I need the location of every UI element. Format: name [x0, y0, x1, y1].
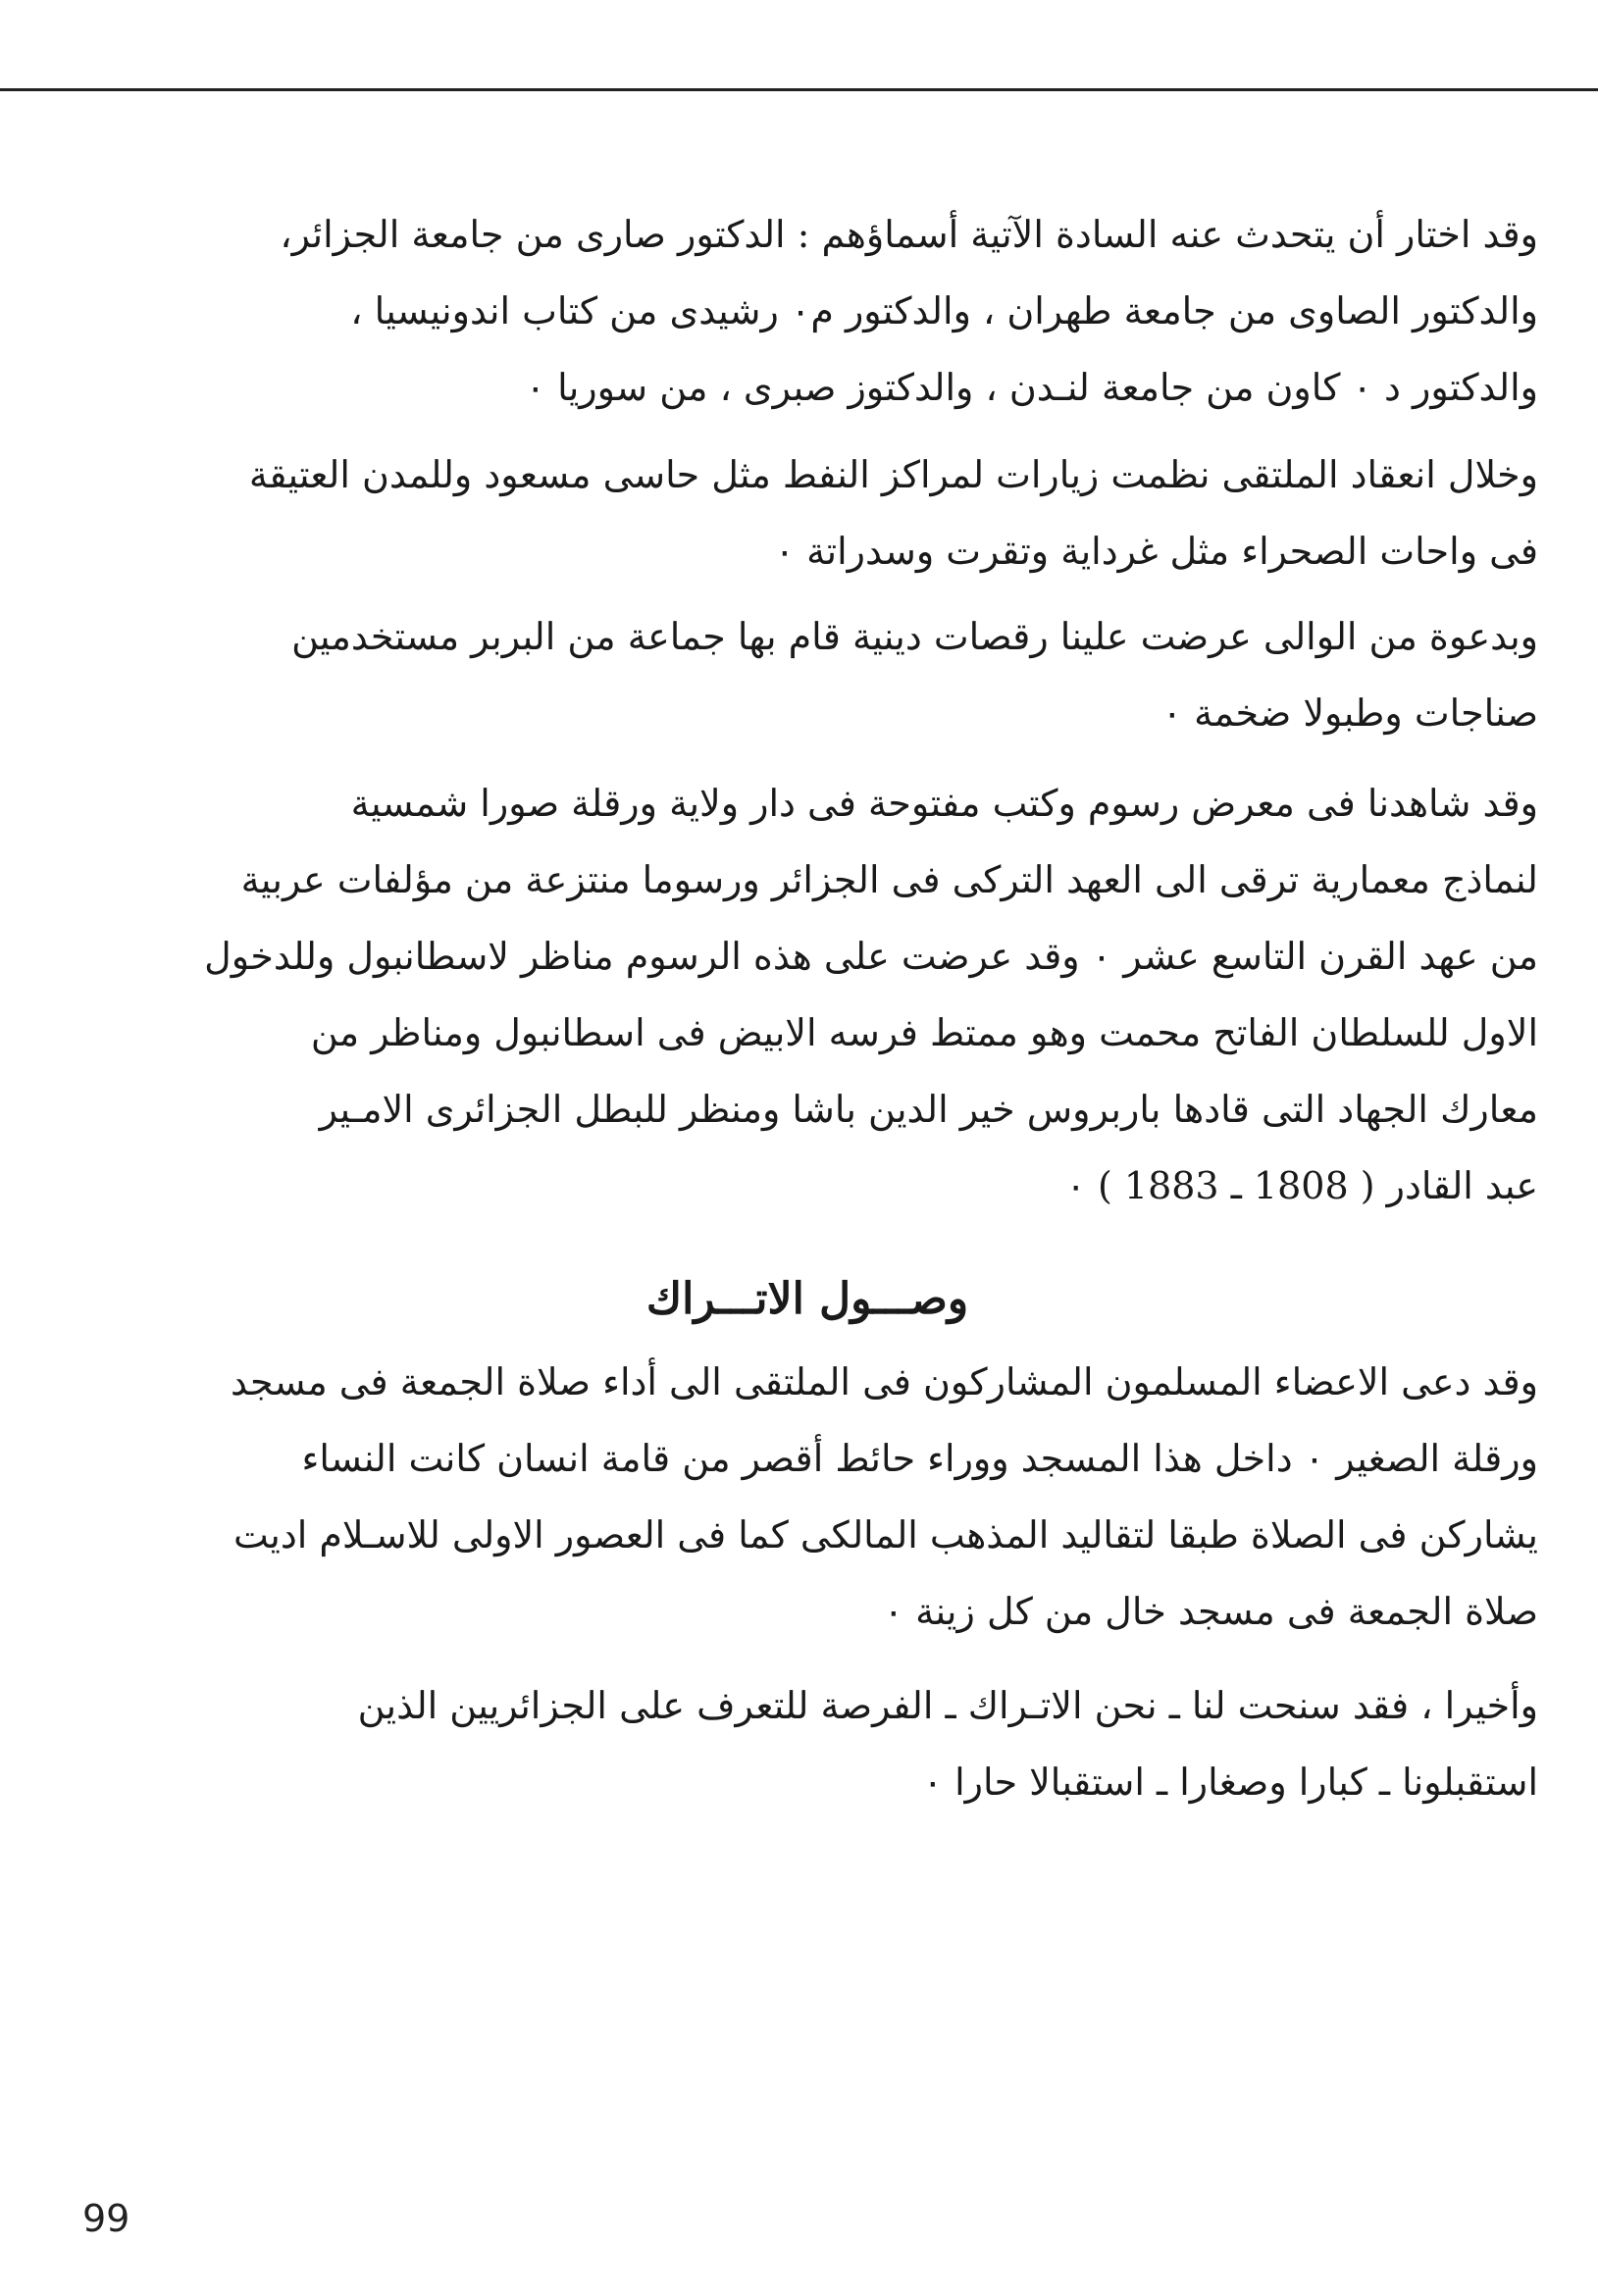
text-line: وقد اختار أن يتحدث عنه السادة الآتية أسماؤهم : الدكتور صارى من جامعة الجزائر،	[280, 213, 1538, 256]
text-line: فى واحات الصحراء مثل غرداية وتقرت وسدراتة ٠	[774, 530, 1538, 573]
section-heading: وصـــول الاتـــراك	[645, 1274, 969, 1324]
text-line: صناجات وطبولا ضخمة ٠	[1161, 691, 1538, 735]
text-line: يشاركن فى الصلاة طبقا لتقاليد المذهب المالكى كما فى العصور الاولى للاسـلام اديت	[232, 1513, 1538, 1556]
text-line: وبدعوة من الوالى عرضت علينا رقصات دينية قام بها جماعة من البربر مستخدمين	[291, 615, 1538, 658]
text-line: صلاة الجمعة فى مسجد خال من كل زينة ٠	[883, 1590, 1538, 1633]
text-line: من عهد القرن التاسع عشر ٠ وقد عرضت على هذه الرسوم مناظر لاسطانبول وللدخول	[204, 935, 1538, 978]
top-divider-rule	[0, 88, 1598, 91]
paragraph-berber-dances	[77, 598, 1538, 751]
text-line: لنماذج معمارية ترقى الى العهد التركى فى الجزائر ورسوما منتزعة من مؤلفات عربية	[240, 858, 1538, 901]
page-number: 99	[82, 2197, 130, 2240]
paragraph-friday-prayer	[77, 1344, 1538, 1650]
paragraph-conference-speakers	[77, 196, 1538, 426]
text-line: وأخيرا ، فقد سنحت لنا ـ نحن الاتـراك ـ الفرصة للتعرف على الجزائريين الذين	[357, 1684, 1538, 1727]
paragraph-oil-visits	[77, 436, 1538, 589]
text-line: عبد القادر ( 1808 ـ 1883 ) ٠	[1065, 1164, 1538, 1207]
text-line: معارك الجهاد التى قادها باربروس خير الدين باشا ومنظر للبطل الجزائرى الامـير	[319, 1088, 1538, 1131]
text-line: والدكتور الصاوى من جامعة طهران ، والدكتور م٠ رشيدى من كتاب اندونيسيا ،	[350, 289, 1538, 332]
text-line: استقبلونا ـ كبارا وصغارا ـ استقبالا حارا ٠	[922, 1760, 1538, 1804]
text-line: وخلال انعقاد الملتقى نظمت زيارات لمراكز النفط مثل حاسى مسعود وللمدن العتيقة	[248, 453, 1538, 496]
text-line: الاول للسلطان الفاتح محمت وهو ممتط فرسه الابيض فى اسطانبول ومناظر من	[310, 1011, 1538, 1054]
text-line: وقد شاهدنا فى معرض رسوم وكتب مفتوحة فى دار ولاية ورقلة صورا شمسية	[350, 782, 1538, 825]
text-line: والدكتور د ٠ كاون من جامعة لنـدن ، والدكتوز صبرى ، من سوريا ٠	[525, 366, 1538, 409]
text-line: ورقلة الصغير ٠ داخل هذا المسجد ووراء حائط أقصر من قامة انسان كانت النساء	[301, 1437, 1538, 1480]
paragraph-closing	[77, 1667, 1538, 1820]
text-line: وقد دعى الاعضاء المسلمون المشاركون فى الملتقى الى أداء صلاة الجمعة فى مسجد	[231, 1360, 1538, 1403]
paragraph-exhibition	[77, 765, 1538, 1224]
